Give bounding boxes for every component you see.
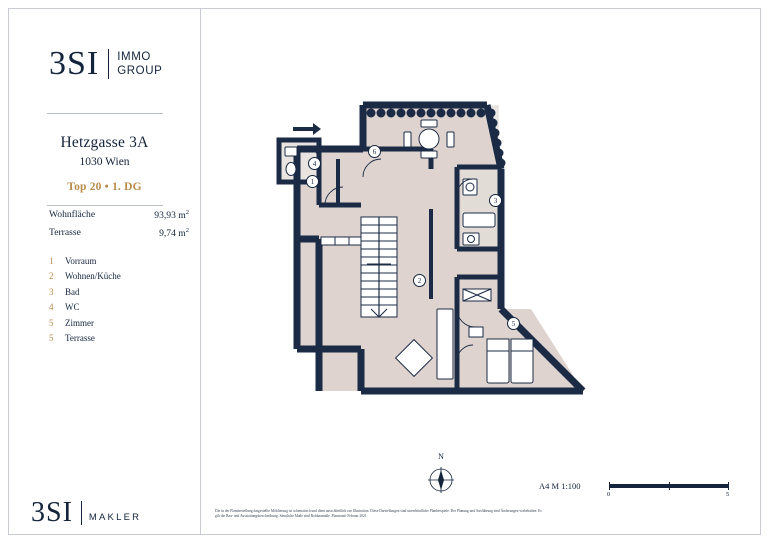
area-label: Wohnfläche <box>49 209 96 220</box>
legend-number: 5 <box>49 332 54 343</box>
legend-number: 4 <box>49 302 54 313</box>
brand-logo-top <box>49 47 162 81</box>
scale-min-label: 0 <box>607 491 611 498</box>
area-row <box>49 227 189 239</box>
brand-subtitle <box>117 50 162 79</box>
floorplan-drawing <box>201 9 761 534</box>
footer-brand-name: 3SI <box>31 497 73 528</box>
brand-subtitle-line2: GROUP <box>117 65 163 77</box>
legend-number: 1 <box>49 256 54 266</box>
area-row <box>49 209 189 221</box>
compass <box>423 452 459 503</box>
brand-logo-footer <box>31 499 141 527</box>
scale-text: A4 M 1:100 <box>539 481 581 491</box>
room-marker-5: 5 <box>507 317 520 330</box>
room-marker-4: 4 <box>308 157 321 170</box>
legend-label: Wohnen/Küche <box>65 271 121 282</box>
address-street: Hetzgasse 3A <box>60 134 149 151</box>
legend-item <box>49 257 194 267</box>
property-address <box>9 134 200 168</box>
legend-label: Terrasse <box>65 332 95 343</box>
divider-areas <box>47 205 163 206</box>
scale-tick-end <box>728 482 729 490</box>
brand-name: 3SI <box>49 45 100 82</box>
legend-number: 5 <box>49 317 54 328</box>
legend-label: WC <box>65 302 80 313</box>
footer-brand-divider <box>81 501 82 525</box>
scale-tick-start <box>609 482 610 490</box>
room-marker-1: 1 <box>306 175 319 188</box>
kitchen-units <box>321 237 363 245</box>
legend-number: 3 <box>49 286 54 297</box>
scale-max-label: 5 <box>726 491 730 498</box>
legend-number: 2 <box>49 271 54 282</box>
compass-label: N <box>438 452 444 461</box>
entrance-arrow <box>293 123 321 135</box>
legend-item <box>49 288 194 298</box>
brand-subtitle-line1: IMMO <box>117 50 151 63</box>
sidebar <box>9 9 200 534</box>
legend-item <box>49 334 194 344</box>
legend-label: Vorraum <box>65 256 97 266</box>
area-list <box>49 209 189 245</box>
room-marker-3: 3 <box>489 194 502 207</box>
legend-label: Bad <box>65 286 80 297</box>
legend-item <box>49 319 194 329</box>
unit-label: Top 20 • 1. DG <box>67 181 142 193</box>
divider-top <box>47 113 163 114</box>
scale-tick-mid <box>669 482 670 490</box>
compass-rose-icon <box>423 462 459 498</box>
room-marker-6: 6 <box>368 145 381 158</box>
disclaimer-text: Die in der Plandarstellung dargestellte Möblierung ist schematisch und dient ausschließlich zur Illustration. Diese Darstellungen sind unverbindliche Planbeispiele. Der Planung und Ausführung sind Änderungen vorbehalten. Es gilt die Bau- und Ausstattungsbeschreibung. Sämtliche Maße sind Rohbaumaße. Planstand: Februar 2021. <box>215 509 542 519</box>
room-legend <box>49 257 194 349</box>
area-value: 93,93 $m^2$ <box>154 209 189 222</box>
legend-item <box>49 303 194 313</box>
scale-bar-wrap <box>607 482 730 498</box>
legend-label: Zimmer <box>65 317 94 328</box>
floorplan-svg <box>201 9 761 534</box>
footer-brand-subtitle: MAKLER <box>88 512 142 523</box>
room-marker-2: 2 <box>413 274 426 287</box>
brand-divider <box>108 49 109 79</box>
legend-item <box>49 272 194 282</box>
staircase <box>361 217 397 317</box>
address-city: 1030 Wien <box>79 156 130 168</box>
area-value: 9,74 $m^2$ <box>159 227 189 240</box>
area-label: Terrasse <box>49 227 81 239</box>
